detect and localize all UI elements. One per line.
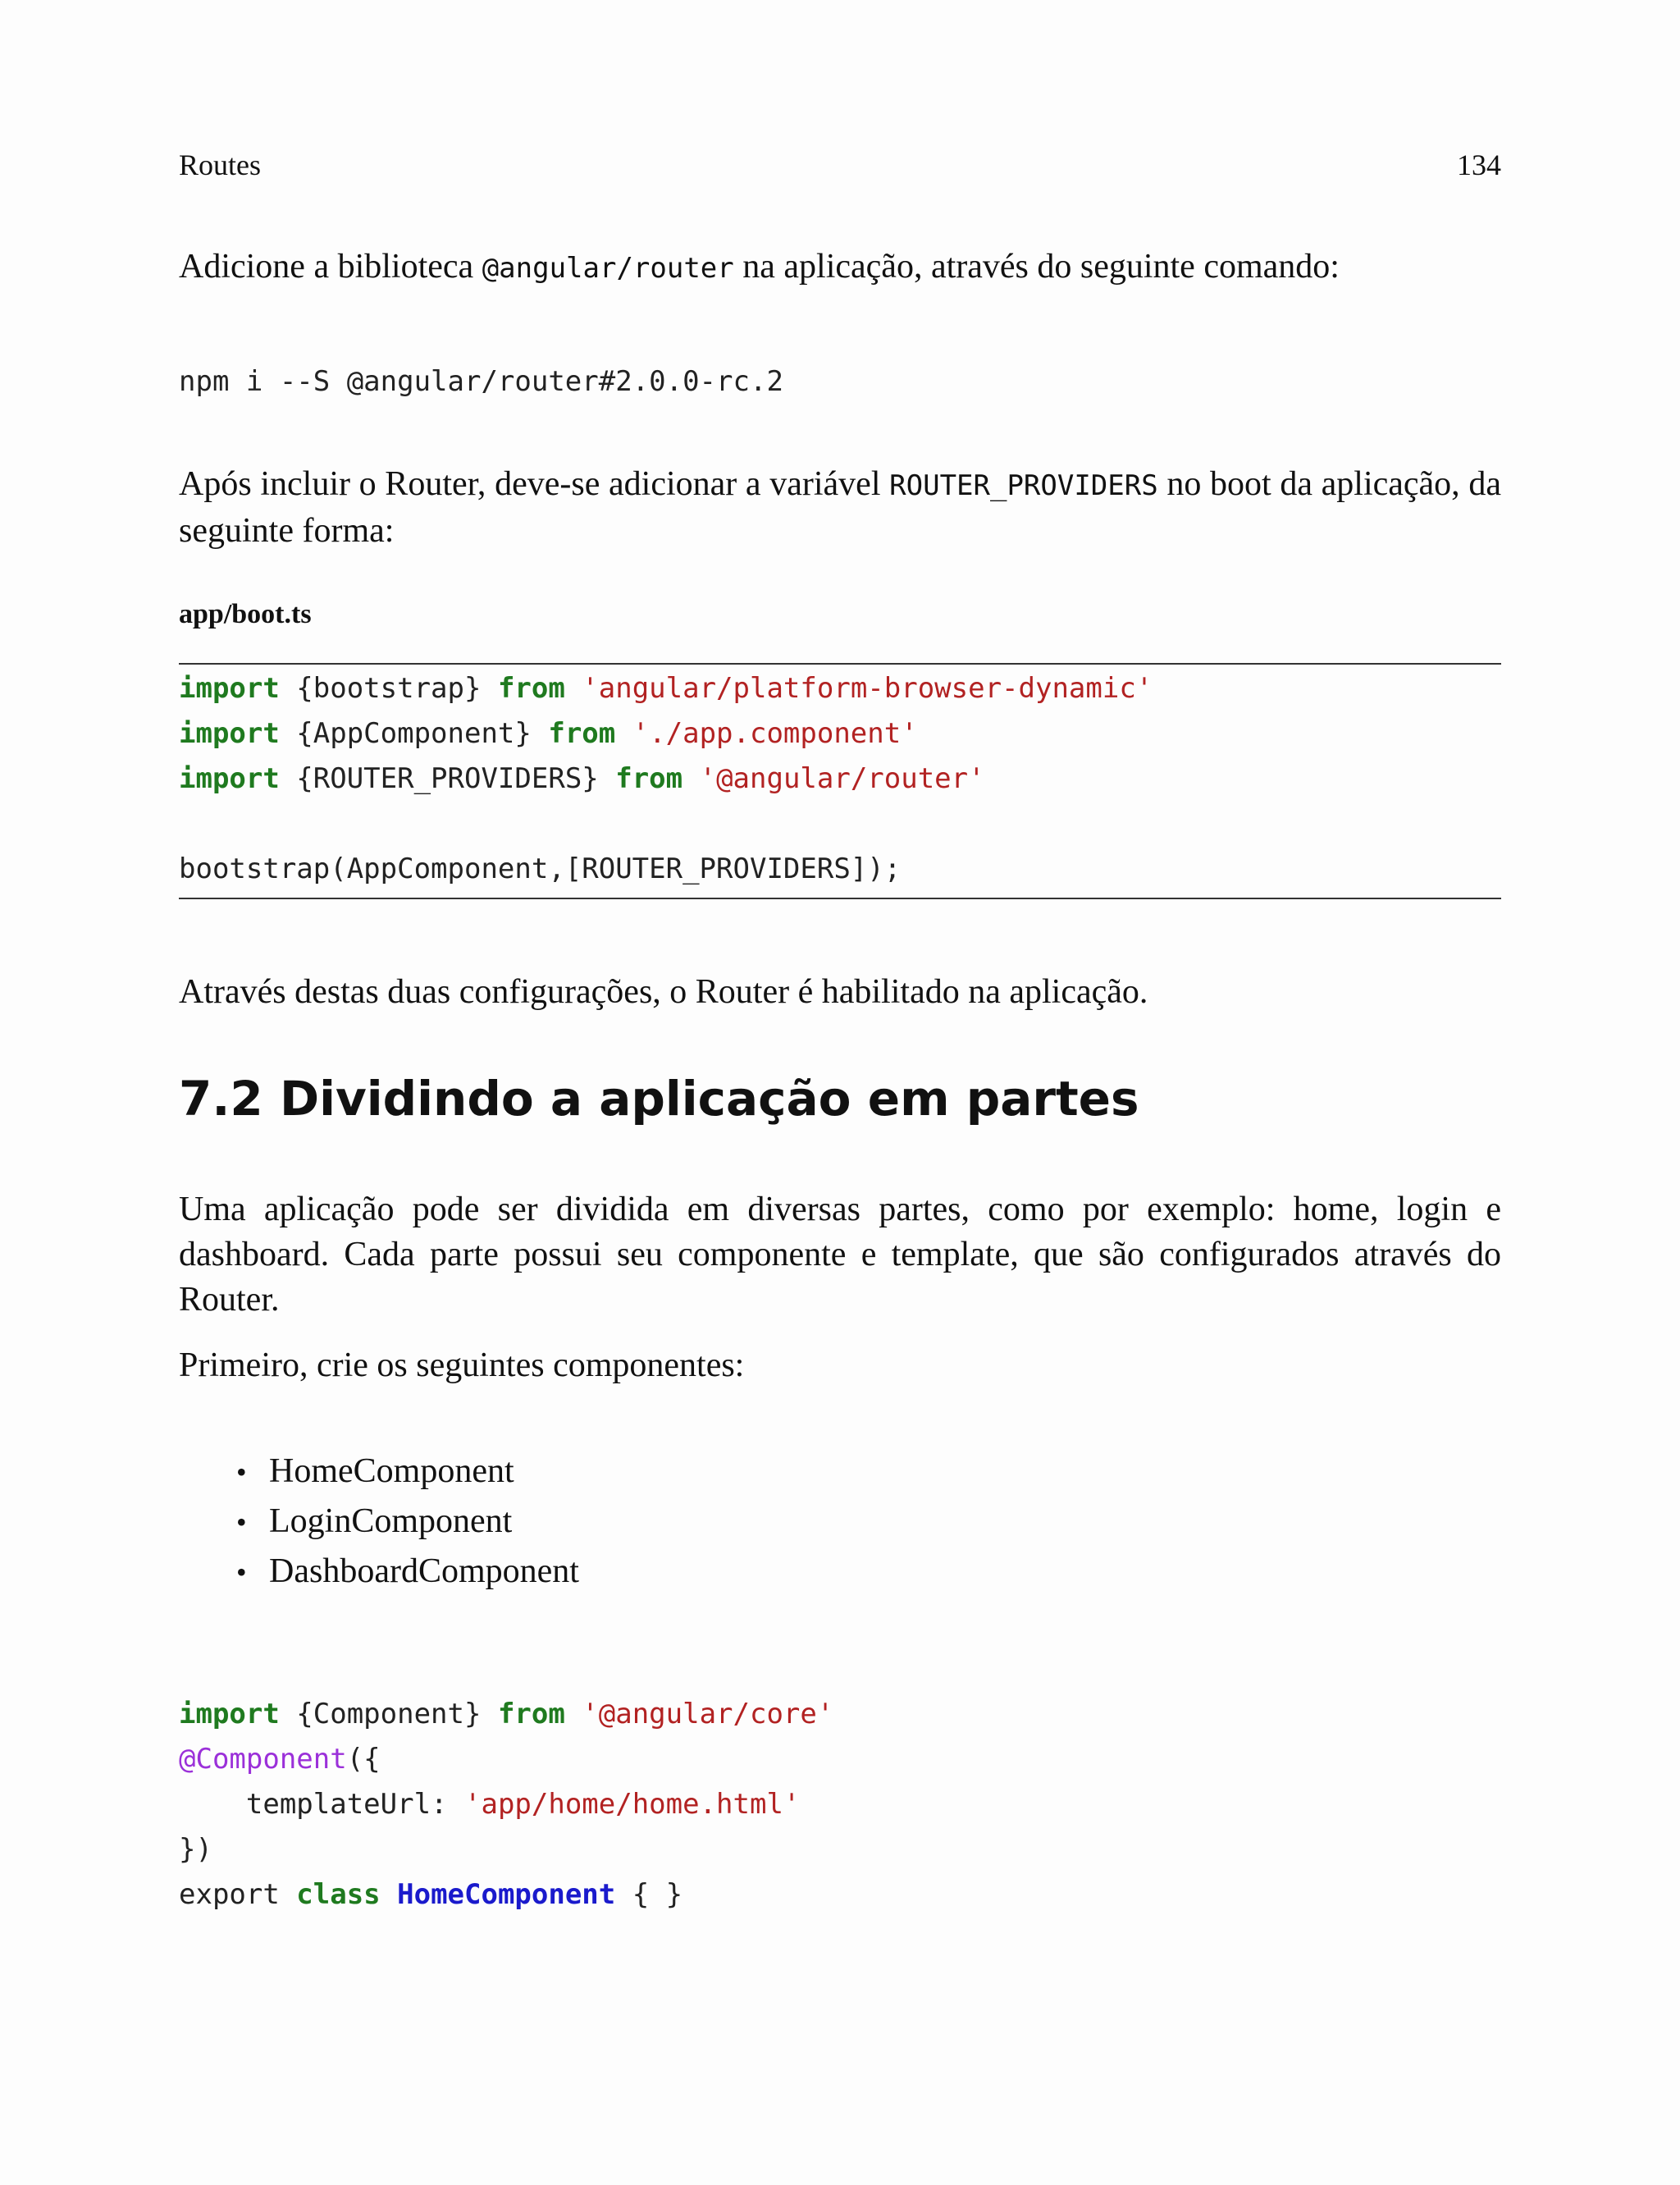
home-code-line-5 xyxy=(179,1872,682,1918)
components-list xyxy=(236,1447,579,1597)
keyword-from: from xyxy=(497,672,565,705)
list-item: • LoginComponent xyxy=(236,1497,579,1547)
boot-code-line-3 xyxy=(179,757,985,802)
code-class-name: HomeComponent xyxy=(380,1878,616,1911)
code-identifier: {Component} xyxy=(279,1698,498,1730)
after-router-text-before: Após incluir o Router, deve-se adicionar a variável xyxy=(179,465,890,503)
router-enabled-paragraph: Através destas duas configurações, o Router é habilitado na aplicação. xyxy=(179,973,1148,1011)
keyword-import: import xyxy=(179,672,280,705)
code-punctuation: { } xyxy=(615,1878,683,1911)
install-command: npm i --S @angular/router#2.0.0-rc.2 xyxy=(179,365,783,398)
code-property: templateUrl: xyxy=(179,1788,464,1821)
boot-code-line-1 xyxy=(179,666,1153,711)
section-paragraph-1: Uma aplicação pode ser dividida em diversas partes, como por exemplo: home, login e dashboard. Cada parte possui seu componente e template, que são configurados através do Router. xyxy=(179,1191,1501,1319)
code-bottom-rule xyxy=(179,898,1501,899)
page-number: 134 xyxy=(1457,149,1501,181)
keyword-import: import xyxy=(179,1698,280,1730)
code-string: '@angular/router' xyxy=(682,762,985,795)
boot-code-line-2 xyxy=(179,711,918,757)
code-string: './app.component' xyxy=(615,717,918,750)
keyword-class: class xyxy=(296,1878,381,1911)
keyword-import: import xyxy=(179,717,280,750)
code-string: '@angular/core' xyxy=(564,1698,834,1730)
home-code-line-4: }) xyxy=(179,1833,212,1866)
section-heading: 7.2 Dividindo a aplicação em partes xyxy=(179,1071,1139,1127)
code-caption: app/boot.ts xyxy=(179,599,312,629)
intro-paragraph xyxy=(179,245,1501,291)
code-string: 'app/home/home.html' xyxy=(464,1788,801,1821)
list-item: • HomeComponent xyxy=(236,1447,579,1497)
home-code-line-2 xyxy=(179,1737,381,1782)
page-header xyxy=(179,148,1501,182)
after-router-inline-code: ROUTER_PROVIDERS xyxy=(889,469,1158,502)
code-top-rule xyxy=(179,663,1501,665)
after-router-text-after: no boot da aplicação, da seguinte forma: xyxy=(179,465,1501,550)
code-string: 'angular/platform-browser-dynamic' xyxy=(564,672,1153,705)
intro-inline-code: @angular/router xyxy=(482,252,734,285)
code-identifier: {bootstrap} xyxy=(279,672,498,705)
code-export: export xyxy=(179,1878,297,1911)
keyword-from: from xyxy=(615,762,683,795)
boot-code-line-5: bootstrap(AppComponent,[ROUTER_PROVIDERS]); xyxy=(179,853,902,885)
chapter-title: Routes xyxy=(179,149,262,181)
code-identifier: {AppComponent} xyxy=(279,717,549,750)
intro-text-before: Adicione a biblioteca xyxy=(179,248,482,286)
intro-text-after: na aplicação, através do seguinte comando: xyxy=(733,248,1340,286)
home-code-line-3 xyxy=(179,1782,800,1827)
code-decorator: @Component xyxy=(179,1743,347,1776)
after-router-paragraph xyxy=(179,462,1501,554)
keyword-from: from xyxy=(497,1698,565,1730)
list-item: • DashboardComponent xyxy=(236,1547,579,1597)
home-code-line-1 xyxy=(179,1692,833,1737)
code-punctuation: ({ xyxy=(346,1743,381,1776)
keyword-from: from xyxy=(548,717,616,750)
keyword-import: import xyxy=(179,762,280,795)
code-identifier: {ROUTER_PROVIDERS} xyxy=(279,762,616,795)
section-paragraph-2: Primeiro, crie os seguintes componentes: xyxy=(179,1346,745,1384)
